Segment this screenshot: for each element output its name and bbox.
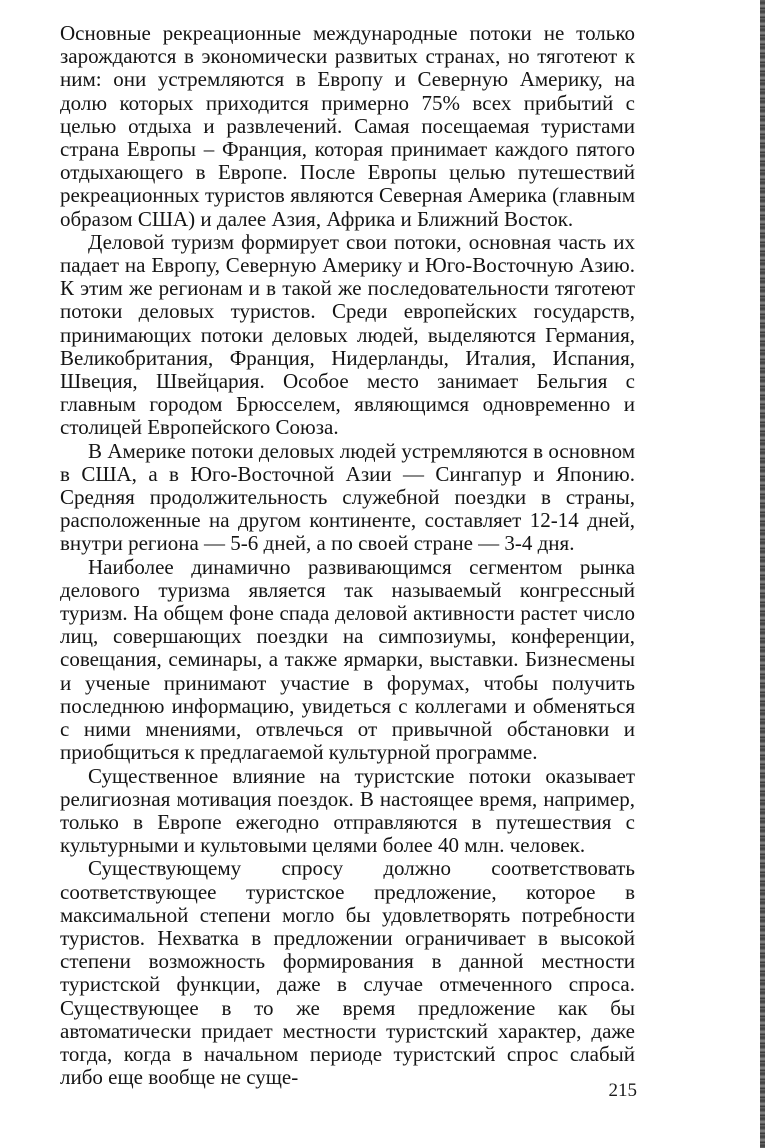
page-number: 215 bbox=[608, 1080, 637, 1101]
paragraph-3: В Америке потоки деловых людей устремляются в основном в США, а в Юго-Восточной Азии — Сингапур и Японию. Средняя продолжительность служебной поездки в страны, расположенные на другом континенте, составляет 12-14 дней, внутри региона — 5-6 дней, а по своей стране — 3-4 дня. bbox=[60, 438, 635, 556]
paragraph-5: Существенное влияние на туристские потоки оказывает религиозная мотивация поездок. В настоящее время, например, только в Европе ежегодно отправляются в путешествия с культурными и культовыми целями более 40 млн. человек. bbox=[60, 763, 635, 858]
paragraph-4: Наиболее динамично развивающимся сегментом рынка делового туризма является так называемый конгрессный туризм. На общем фоне спада деловой активности растет число лиц, совершающих поездки на симпозиумы, конференции, совещания, семинары, а также ярмарки, выставки. Бизнесмены и ученые принимают участие в форумах, чтобы получить последнюю информацию, увидеться с коллегами и обменяться с ними мнениями, отвлечься от привычной обстановки и приобщиться к предлагаемой культурной программе. bbox=[60, 554, 635, 765]
paragraph-1: Основные рекреационные международные потоки не только зарождаются в экономически развитых странах, но тяготеют к ним: они устремляются в Европу и Северную Америку, на долю которых приходится примерно 75% всех прибытий с целью отдыха и развлечений. Самая посещаемая туристами страна Европы – Франция, которая принимает каждого пятого отдыхающего в Европе. После Европы целью путешествий рекреационных туристов являются Северная Америка (главным образом США) и далее Азия, Африка и Ближний Восток. bbox=[60, 21, 635, 231]
page-text bbox=[60, 22, 635, 1089]
paragraph-6: Существующему спросу должно соответствовать соответствующее туристское предложение, которое в максимальной степени могло бы удовлетворять потребности туристов. Нехватка в предложении ограничивает в высокой степени возможность формирования в данной местности туристской функции, даже в случае отмеченного спроса. Существующее в то же время предложение как бы автоматически придает местности туристский характер, даже тогда, когда в начальном периоде туристский спрос слабый либо еще вообще не суще- bbox=[60, 856, 635, 1090]
scan-edge bbox=[760, 0, 765, 1148]
paragraph-2: Деловой туризм формирует свои потоки, основная часть их падает на Европу, Северную Америку и Юго-Восточную Азию. К этим же регионам и в такой же последовательности тяготеют потоки деловых туристов. Среди европейских государств, принимающих потоки деловых людей, выделяются Германия, Великобритания, Франция, Нидерланды, Италия, Испания, Швеция, Швейцария. Особое место занимает Бельгия с главным городом Брюсселем, являющимся одновременно и столицей Европейского Союза. bbox=[60, 229, 635, 440]
